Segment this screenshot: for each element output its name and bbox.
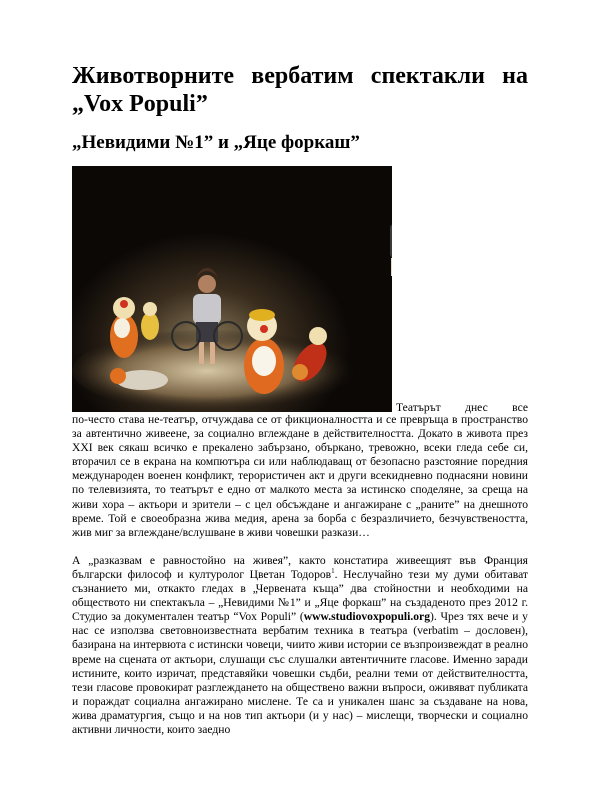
article-subtitle: „Невидими №1” и „Яце форкаш” xyxy=(72,132,360,153)
clown-toy-small xyxy=(141,302,159,340)
article-title-line1: Животворните вербатим спектакли на xyxy=(72,63,528,89)
paragraph-1: по-често става не-театър, отчуждава се от фикционалността и се превръща в пространство за автентично живеене, за социално вглеждане в действителността. Докато в живота през XXI век сякаш всичко е прекалено забързано, объркано, тревожно, всеки гледа себе си, вторачил се в екрана на компютъра си или наблюдаващ от безопасно разстояние поредния международен военен конфликт, терористичен акт и други всекидневно поднасяни новини по телевизията, то театърът е едно от малкото места за истинско споделяне, за среща на живи хора – актьори и зрители – с цел обсъждане и ангажиране с „раните” на днешното време. Той е своеобразна жива медия, арена за борба с безразличието, безчувствеността, жив миг за вглеждане/вслушване в живи човешки разкази… xyxy=(72,413,528,539)
stage-photo xyxy=(72,166,392,412)
studio-website-link[interactable]: www.studiovoxpopuli.org xyxy=(303,610,430,624)
article-title xyxy=(72,62,528,118)
clown-toy-left xyxy=(110,297,138,358)
paragraph-2-text-b: . Неслучайно тези му думи обитават съзнанието ми, откакто гледах в „Червената къща” два стойностни и необходими на обществото ни спектакъла – „Невидими №1” и „Яце форкаш” на създаденото през 2012 г. Студио за документален театър “Vox Populi” ( xyxy=(72,567,528,624)
article xyxy=(72,62,528,737)
paragraph-2-text-c: ). Чрез тях вече и у нас се използва световноизвестната вербатим техника в театъра (verbatim – дословен), базирана на интервюта с истински човеци, чиито живи истории се възпроизвеждат в реално време на сцената от актьори, слушащи със слушалки автентичните гласове. Именно заради истините, които изричат, представяйки човешки съдби, реални теми от действителността, тези гласове провокират разглеждането на обществено важни въпроси, оживяват публиката и пораждат социална ангажирано мислене. Те са и уникален шанс за създаване на нова, жива драматургия, също и на нов тип актьори (и у нас) – мислещи, творчески и социално активни личности, които заедно xyxy=(72,610,528,736)
article-title-line2: „Vox Populi” xyxy=(72,91,208,117)
photo-block xyxy=(72,166,528,412)
paragraph-1-lead: Театърът днес все xyxy=(396,401,528,414)
footnote-ref[interactable]: 1 xyxy=(331,567,335,576)
paragraph-2 xyxy=(72,554,528,737)
paragraph-2-text-a: А „разказвам е равностойно на живея”, както констатира живеещият във Франция български философ и културолог Цветан Тодоров xyxy=(72,553,528,581)
